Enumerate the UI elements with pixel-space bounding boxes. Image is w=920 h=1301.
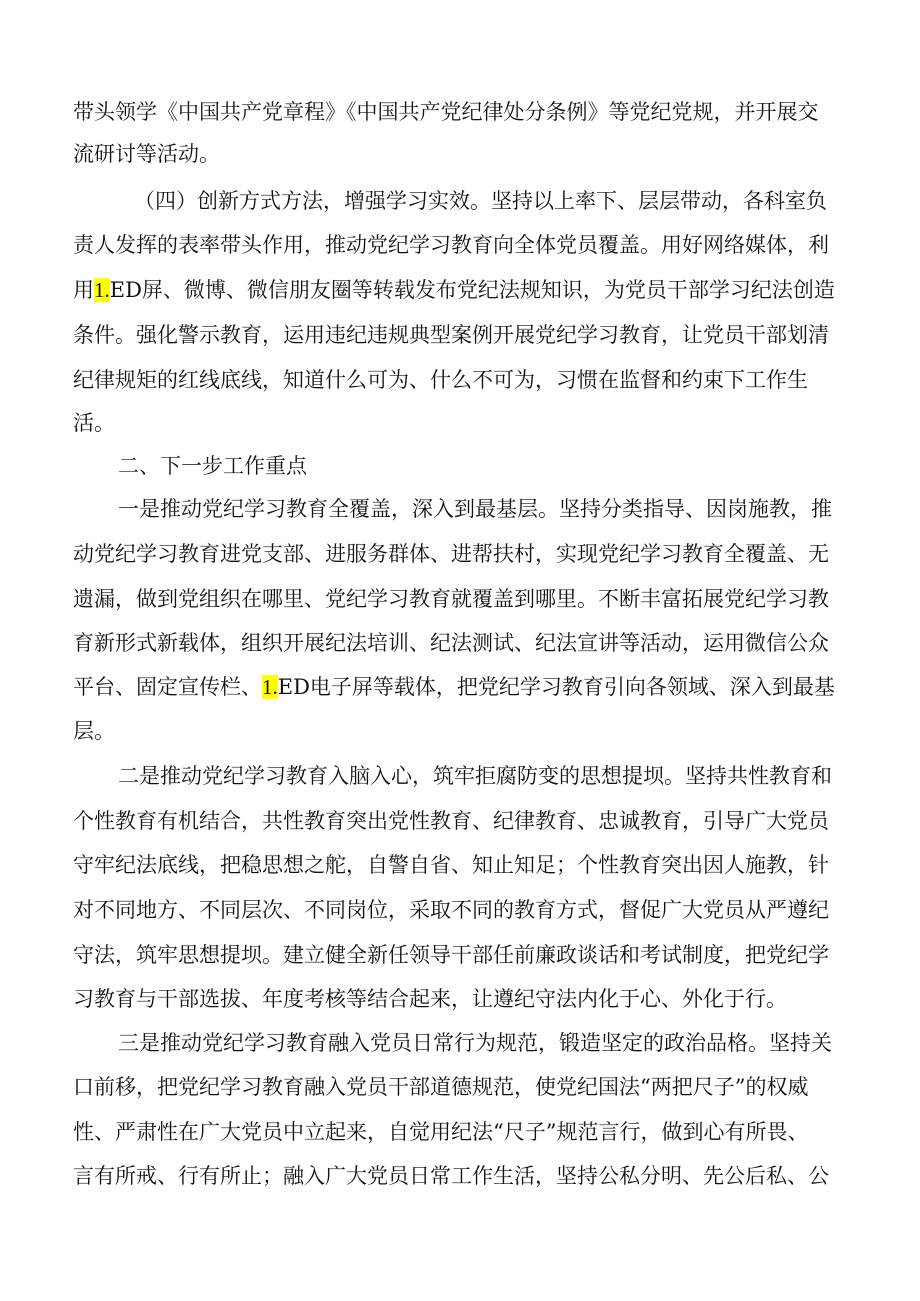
text-line xyxy=(73,1161,829,1191)
line-text: 活。 xyxy=(73,411,115,435)
line-text: ED屏、微博、微信朋友圈等转载发布党纪法规知识，为党员干部学习纪法创造 xyxy=(109,278,835,302)
text-line xyxy=(73,716,115,746)
line-text: 育新形式新载体，组织开展纪法培训、纪法测试、纪法宣讲等活动，运用微信公众 xyxy=(73,631,829,655)
line-text: 言有所戒、行有所止；融入广大党员日常工作生活，坚持公私分明、先公后私、公 xyxy=(73,1164,829,1188)
line-text: 责人发挥的表率带头作用，推动党纪学习教育向全体党员覆盖。用好网络媒体，利 xyxy=(73,233,829,257)
text-line xyxy=(118,761,832,791)
line-text: 纪律规矩的红线底线，知道什么可为、什么不可为，习惯在监督和约束下工作生 xyxy=(73,368,808,392)
line-text: 平台、固定宣传栏、 xyxy=(73,675,262,699)
text-line xyxy=(73,230,829,260)
text-line xyxy=(73,320,829,350)
line-text: 带头领学《中国共产党章程》《中国共产党纪律处分条例》等党纪党规，并开展交 xyxy=(73,100,819,124)
text-line xyxy=(73,940,829,970)
line-text: 三是推动党纪学习教育融入党员日常行为规范，锻造坚定的政治品格。坚持关 xyxy=(118,1031,832,1055)
line-text: 遗漏，做到党组织在哪里、党纪学习教育就覆盖到哪里。不断丰富拓展党纪学习教 xyxy=(73,587,829,611)
text-line xyxy=(73,275,835,305)
text-line xyxy=(118,494,832,524)
text-line xyxy=(73,139,220,169)
section-heading xyxy=(118,451,307,481)
text-line xyxy=(73,1117,808,1147)
line-text: 个性教育有机结合，共性教育突出党性教育、纪律教育、忠诚教育，引导广大党员 xyxy=(73,809,829,833)
line-text: 对不同地方、不同层次、不同岗位，采取不同的教育方式，督促广大党员从严遵纪 xyxy=(73,898,829,922)
line-text: 性、严肃性在广大党员中立起来，自觉用纪法“尺子”规范言行，做到心有所畏、 xyxy=(73,1120,809,1144)
highlighted-text: 1. xyxy=(262,675,278,699)
text-line xyxy=(73,628,829,658)
line-text: 流研讨等活动。 xyxy=(73,142,220,166)
line-text: 二、下一步工作重点 xyxy=(118,454,307,478)
line-text: 用 xyxy=(73,278,94,302)
text-line xyxy=(73,984,787,1014)
text-line xyxy=(73,1072,808,1102)
line-text: 守牢纪法底线，把稳思想之舵，自警自省、知止知足；个性教育突出因人施教，针 xyxy=(73,853,829,877)
line-text: 习教育与干部选拔、年度考核等结合起来，让遵纪守法内化于心、外化于行。 xyxy=(73,987,787,1011)
line-text: ED电子屏等载体，把党纪学习教育引向各领域、深入到最基 xyxy=(277,675,835,699)
line-text: （四）创新方式方法，增强学习实效。坚持以上率下、层层带动，各科室负 xyxy=(134,189,827,213)
line-text: 层。 xyxy=(73,719,115,743)
line-text: 条件。强化警示教育，运用违纪违规典型案例开展党纪学习教育，让党员干部划清 xyxy=(73,323,829,347)
text-line xyxy=(73,672,835,702)
line-text: 一是推动党纪学习教育全覆盖，深入到最基层。坚持分类指导、因岗施教，推 xyxy=(118,497,832,521)
text-line xyxy=(73,365,808,395)
text-line xyxy=(118,1028,832,1058)
text-line xyxy=(73,97,819,127)
line-text: 动党纪学习教育进党支部、进服务群体、进帮扶村，实现党纪学习教育全覆盖、无 xyxy=(73,542,829,566)
highlighted-text: 1. xyxy=(94,278,110,302)
text-line xyxy=(73,539,829,569)
text-line xyxy=(73,850,829,880)
text-line xyxy=(73,806,829,836)
line-text: 口前移，把党纪学习教育融入党员干部道德规范，使党纪国法“两把尺子”的权威 xyxy=(73,1075,809,1099)
text-line xyxy=(134,186,827,216)
text-line xyxy=(73,895,829,925)
text-line xyxy=(73,584,829,614)
line-text: 守法，筑牢思想提坝。建立健全新任领导干部任前廉政谈话和考试制度，把党纪学 xyxy=(73,943,829,967)
text-line xyxy=(73,408,115,438)
line-text: 二是推动党纪学习教育入脑入心，筑牢拒腐防变的思想提坝。坚持共性教育和 xyxy=(118,764,832,788)
